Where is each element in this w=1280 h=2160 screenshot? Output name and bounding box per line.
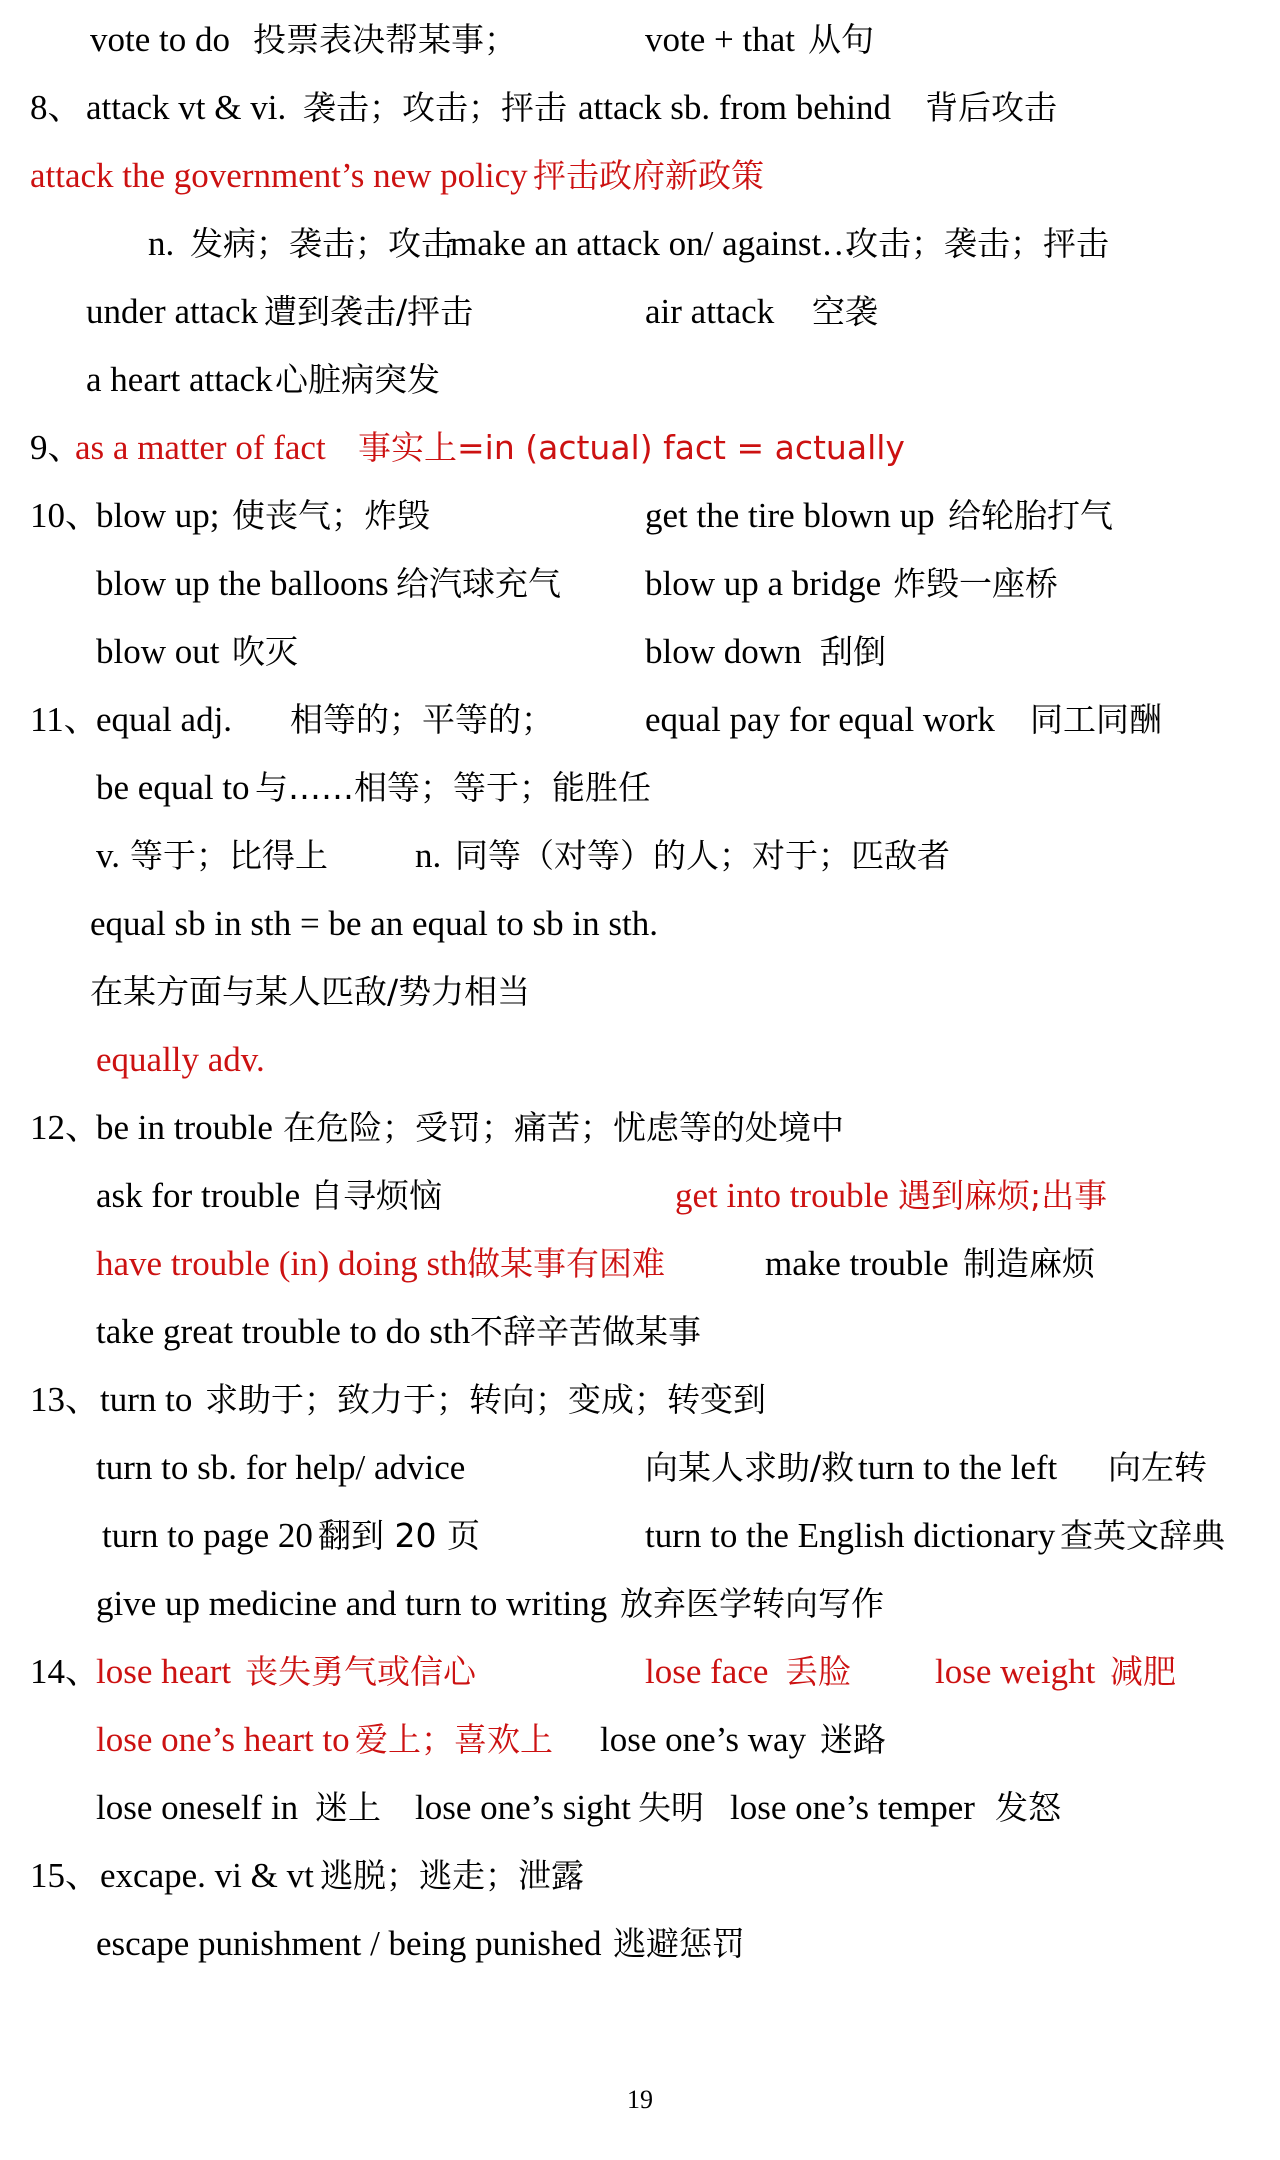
pos-attack-noun: n. xyxy=(148,224,175,263)
phrase-blow-out: blow out xyxy=(96,632,220,671)
phrase-blow-up-bridge: blow up a bridge xyxy=(645,564,882,603)
note-line-item-9 xyxy=(0,414,1280,482)
example-get-tire-blown-up: get the tire blown up xyxy=(645,496,935,535)
note-line xyxy=(0,1162,1280,1230)
page-number: 19 xyxy=(627,2085,653,2114)
note-line-item-13 xyxy=(0,1366,1280,1434)
gloss-vote-that: 从句 xyxy=(808,20,874,59)
note-line-item-14 xyxy=(0,1638,1280,1706)
gloss-escape-punishment: 逃避惩罚 xyxy=(613,1924,745,1963)
gloss-give-up-medicine: 放弃医学转向写作 xyxy=(620,1584,884,1623)
note-line xyxy=(0,822,1280,890)
note-line xyxy=(0,1230,1280,1298)
note-line xyxy=(0,1298,1280,1366)
gloss-air-attack: 空袭 xyxy=(812,292,878,331)
gloss-blow-up-bridge: 炸毁一座桥 xyxy=(893,564,1058,603)
gloss-under-attack: 遭到袭击/抨击 xyxy=(264,292,474,331)
gloss-equal-sb-in-sth: 在某方面与某人匹敌/势力相当 xyxy=(90,972,531,1011)
gloss-attack-policy: 抨击政府新政策 xyxy=(533,156,764,195)
phrase-lose-ones-temper: lose one’s temper xyxy=(730,1788,975,1827)
gloss-excape: 逃脱；逃走；泄露 xyxy=(320,1856,584,1895)
note-line xyxy=(0,1910,1280,1978)
note-line xyxy=(0,550,1280,618)
phrase-ask-for-trouble: ask for trouble xyxy=(96,1176,301,1215)
item-number-12: 12、 xyxy=(30,1108,101,1147)
phrase-lose-oneself-in: lose oneself in xyxy=(96,1788,299,1827)
gloss-lose-ones-sight: 失明 xyxy=(638,1788,704,1827)
gloss-turn-to-page-20: 翻到 20 页 xyxy=(318,1516,480,1555)
gloss-blow-up: 使丧气；炸毁 xyxy=(232,496,430,535)
example-attack-from-behind: attack sb. from behind xyxy=(578,88,891,127)
gloss-turn-to-dictionary: 查英文辞典 xyxy=(1060,1516,1225,1555)
note-line xyxy=(0,618,1280,686)
gloss-turn-to-the-left: 向左转 xyxy=(1108,1448,1207,1487)
note-line xyxy=(0,1774,1280,1842)
pos-equal-noun: n. xyxy=(415,836,442,875)
headword-equal: equal adj. xyxy=(96,700,233,739)
phrase-equally-adv: equally adv. xyxy=(96,1040,265,1079)
phrase-turn-to-the-left: turn to the left xyxy=(858,1448,1058,1487)
note-line xyxy=(0,1570,1280,1638)
gloss-heart-attack: 心脏病突发 xyxy=(275,360,440,399)
item-number-14: 14、 xyxy=(30,1652,101,1691)
gloss-blow-out: 吹灭 xyxy=(232,632,298,671)
gloss-make-trouble: 制造麻烦 xyxy=(963,1244,1095,1283)
headword-attack: attack vt & vi. xyxy=(86,88,287,127)
note-line xyxy=(0,958,1280,1026)
example-make-an-attack: make an attack on/ against… xyxy=(450,224,857,263)
gloss-lose-heart: 丧失勇气或信心 xyxy=(245,1652,476,1691)
note-line-item-10 xyxy=(0,482,1280,550)
headword-as-a-matter-of-fact: as a matter of fact xyxy=(75,428,326,467)
note-line xyxy=(0,1706,1280,1774)
gloss-get-tire-blown-up: 给轮胎打气 xyxy=(948,496,1113,535)
gloss-equal-verb: 等于；比得上 xyxy=(130,836,328,875)
gloss-attack-noun: 发病；袭击；攻击 xyxy=(190,224,454,263)
note-line-highlight xyxy=(0,1026,1280,1094)
note-line xyxy=(0,210,1280,278)
gloss-be-equal-to: 与……相等；等于；能胜任 xyxy=(255,768,651,807)
phrase-make-trouble: make trouble xyxy=(765,1244,949,1283)
headword-turn-to: turn to xyxy=(100,1380,193,1419)
note-line xyxy=(0,278,1280,346)
gloss-blow-down: 刮倒 xyxy=(820,632,886,671)
gloss-vote-to-do: 投票表决帮某事； xyxy=(253,20,517,59)
gloss-lose-face: 丢脸 xyxy=(785,1652,851,1691)
phrase-turn-to-dictionary: turn to the English dictionary xyxy=(645,1516,1056,1555)
gloss-have-trouble-doing: 做某事有困难 xyxy=(467,1244,665,1283)
gloss-lose-ones-way: 迷路 xyxy=(820,1720,886,1759)
phrase-vote-to-do: vote to do xyxy=(90,20,230,59)
phrase-lose-weight: lose weight xyxy=(935,1652,1096,1691)
example-attack-policy: attack the government’s new policy xyxy=(30,156,528,195)
gloss-make-an-attack: 攻击；袭击；抨击 xyxy=(845,224,1109,263)
item-number-13: 13、 xyxy=(30,1380,101,1419)
item-number-11: 11、 xyxy=(30,700,99,739)
phrase-lose-ones-way: lose one’s way xyxy=(600,1720,807,1759)
gloss-lose-ones-temper: 发怒 xyxy=(995,1788,1061,1827)
phrase-turn-to-page-20: turn to page 20 xyxy=(102,1516,313,1555)
note-line-item-8 xyxy=(0,74,1280,142)
note-line xyxy=(0,754,1280,822)
phrase-give-up-medicine: give up medicine and turn to writing xyxy=(96,1584,608,1623)
gloss-equal-noun: 同等（对等）的人；对于；匹敌者 xyxy=(455,836,950,875)
phrase-blow-up-balloons: blow up the balloons xyxy=(96,564,389,603)
note-line xyxy=(0,1502,1280,1570)
gloss-equal: 相等的；平等的； xyxy=(290,700,554,739)
phrase-heart-attack: a heart attack xyxy=(86,360,273,399)
phrase-air-attack: air attack xyxy=(645,292,775,331)
item-number-10: 10、 xyxy=(30,496,101,535)
phrase-lose-ones-sight: lose one’s sight xyxy=(415,1788,631,1827)
item-number-15: 15、 xyxy=(30,1856,101,1895)
phrase-turn-to-sb-for-help: turn to sb. for help/ advice xyxy=(96,1448,466,1487)
gloss-equal-pay: 同工同酬 xyxy=(1030,700,1162,739)
gloss-attack: 袭击；攻击；抨击 xyxy=(303,88,567,127)
item-number-8: 8、 xyxy=(30,88,83,127)
note-line xyxy=(0,346,1280,414)
phrase-take-great-trouble: take great trouble to do sth xyxy=(96,1312,471,1351)
note-line-item-15 xyxy=(0,1842,1280,1910)
headword-blow-up: blow up; xyxy=(96,496,220,535)
gloss-ask-for-trouble: 自寻烦恼 xyxy=(310,1176,442,1215)
gloss-as-a-matter-of-fact: 事实上=in (actual) fact = actually xyxy=(358,428,905,467)
note-line-highlight xyxy=(0,142,1280,210)
phrase-lose-face: lose face xyxy=(645,1652,769,1691)
note-line xyxy=(0,890,1280,958)
note-line xyxy=(0,1434,1280,1502)
gloss-lose-ones-heart-to: 爱上；喜欢上 xyxy=(355,1720,553,1759)
headword-be-in-trouble: be in trouble xyxy=(96,1108,273,1147)
phrase-lose-ones-heart-to: lose one’s heart to xyxy=(96,1720,350,1759)
phrase-get-into-trouble: get into trouble xyxy=(675,1176,889,1215)
phrase-escape-punishment: escape punishment / being punished xyxy=(96,1924,602,1963)
pos-equal-verb: v. xyxy=(96,836,120,875)
phrase-blow-down: blow down xyxy=(645,632,802,671)
gloss-take-great-trouble: 不辞辛苦做某事 xyxy=(470,1312,701,1351)
gloss-lose-oneself-in: 迷上 xyxy=(315,1788,381,1827)
phrase-have-trouble-doing: have trouble (in) doing sth. xyxy=(96,1244,477,1283)
gloss-blow-up-balloons: 给汽球充气 xyxy=(396,564,561,603)
gloss-attack-from-behind: 背后攻击 xyxy=(925,88,1057,127)
note-line-item-11 xyxy=(0,686,1280,754)
note-line-item-12 xyxy=(0,1094,1280,1162)
headword-excape: excape. vi & vt xyxy=(100,1856,314,1895)
gloss-get-into-trouble: 遇到麻烦;出事 xyxy=(898,1176,1108,1215)
gloss-lose-weight: 减肥 xyxy=(1110,1652,1176,1691)
note-line xyxy=(0,6,1280,74)
example-equal-pay: equal pay for equal work xyxy=(645,700,995,739)
item-number-9: 9、 xyxy=(30,428,83,467)
phrase-lose-heart: lose heart xyxy=(96,1652,232,1691)
phrase-equal-sb-in-sth: equal sb in sth = be an equal to sb in sth. xyxy=(90,904,658,943)
gloss-be-in-trouble: 在危险；受罚；痛苦；忧虑等的处境中 xyxy=(283,1108,844,1147)
gloss-turn-to: 求助于；致力于；转向；变成；转变到 xyxy=(205,1380,766,1419)
phrase-vote-that: vote + that xyxy=(645,20,795,59)
phrase-be-equal-to: be equal to xyxy=(96,768,250,807)
phrase-under-attack: under attack xyxy=(86,292,258,331)
gloss-turn-to-sb-for-help: 向某人求助/救 xyxy=(645,1448,855,1487)
